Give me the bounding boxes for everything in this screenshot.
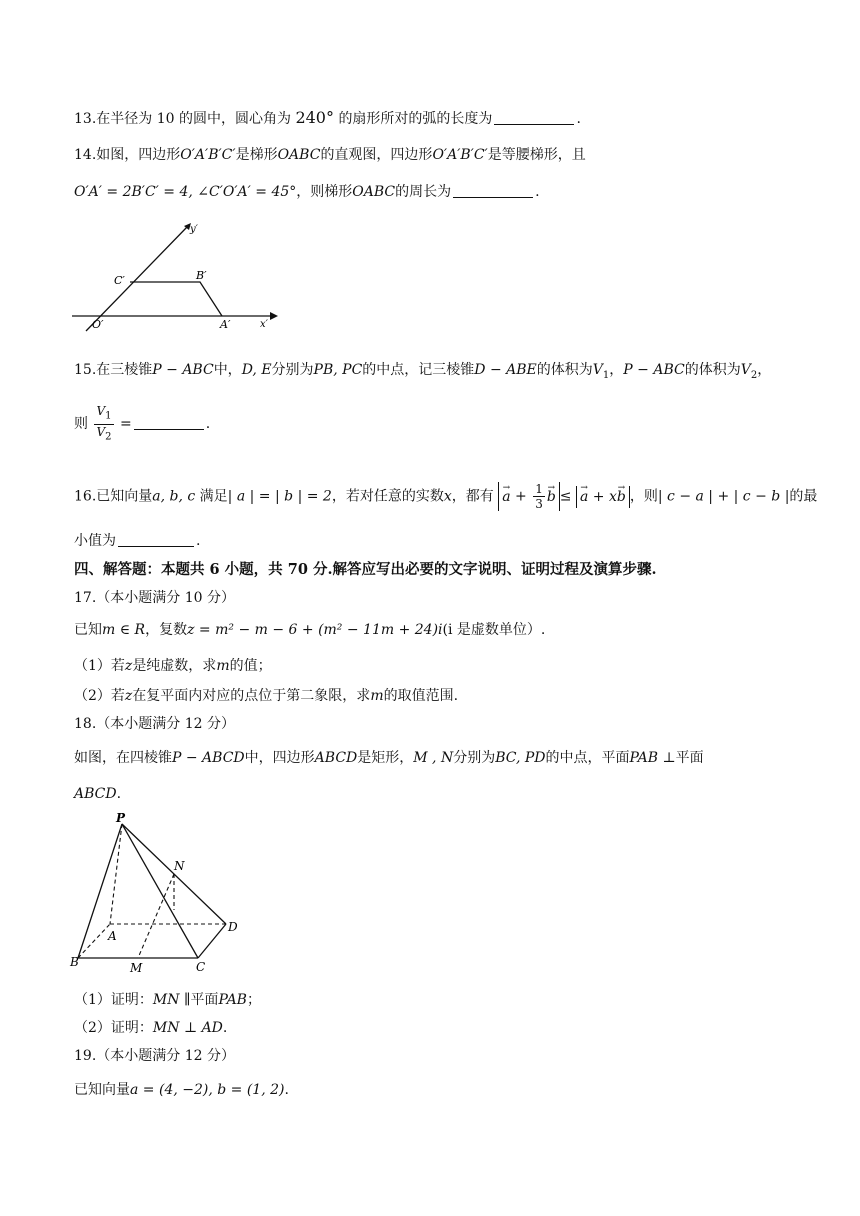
q16-x: x bbox=[443, 488, 452, 505]
q15-small-pyramid: D − ABE bbox=[474, 362, 537, 378]
q14-quad4: OABC bbox=[352, 184, 396, 200]
q18-p1-b: 平面 bbox=[190, 992, 219, 1008]
q18-label-b: B bbox=[70, 955, 79, 969]
q14-text-e: ，则梯形 bbox=[296, 184, 353, 200]
q15-text-then: 则 bbox=[74, 416, 88, 432]
q17-p2-a: （2）若 bbox=[74, 688, 125, 704]
q16-expression: | c − a | + | c − b | bbox=[657, 488, 790, 505]
q18-label-c: C bbox=[196, 960, 206, 974]
q18-end: . bbox=[116, 786, 122, 802]
q18-p2-mn: MN ⊥ AD bbox=[152, 1020, 223, 1036]
q18-points: M , N bbox=[413, 750, 454, 766]
q15-v2-sub: 2 bbox=[750, 369, 758, 381]
question-15-line1 bbox=[74, 360, 771, 386]
q16-frac-den: 3 bbox=[535, 497, 543, 511]
q16-text-min: 小值为 bbox=[74, 533, 116, 549]
q16-text-a: 16.已知向量 bbox=[74, 488, 153, 505]
q18-p1-a: （1）证明： bbox=[74, 992, 153, 1008]
q19-vectors: a = (4, −2), b = (1, 2) bbox=[130, 1082, 285, 1098]
section-4-title: 四、解答题：本题共 6 小题，共 70 分.解答应写出必要的文字说明、证明过程及演算步骤. bbox=[74, 561, 657, 578]
q18-header: 18.（本小题满分 12 分） bbox=[74, 716, 235, 732]
q14-label-y: y′ bbox=[190, 224, 198, 235]
q18-stem-line1 bbox=[74, 748, 704, 768]
q15-text-h: ， bbox=[757, 362, 772, 378]
q17-header: 17.（本小题满分 10 分） bbox=[74, 590, 235, 606]
question-14-line2 bbox=[74, 181, 540, 202]
q16-abs-left: a → + $\frac{1}{3}$ b → bbox=[498, 482, 560, 511]
q17-m-real: m ∈ R bbox=[102, 622, 146, 638]
q16-text-c: ，若对任意的实数 bbox=[331, 488, 444, 505]
q18-p1-pab: PAB bbox=[218, 992, 247, 1008]
q19-end: . bbox=[284, 1082, 289, 1098]
q18-label-a: A bbox=[108, 929, 117, 943]
question-16-line1 bbox=[74, 482, 817, 511]
q13-text: 13.在半径为 10 的圆中，圆心角为 bbox=[74, 111, 291, 127]
q14-label-x: x′ bbox=[260, 319, 268, 330]
q15-v2: V bbox=[740, 362, 751, 378]
q15-text-b: 中， bbox=[213, 362, 242, 378]
q18-label-p: P bbox=[116, 811, 126, 825]
q16-abs-right: a → + xb → bbox=[576, 486, 630, 508]
q18-text-c: 是矩形， bbox=[357, 750, 414, 766]
q17-complex: z = m² − m − 6 + (m² − 11m + 24)i bbox=[187, 622, 443, 638]
q16-text-b: 满足 bbox=[199, 488, 228, 505]
q14-text-d: 是等腰梯形，且 bbox=[487, 147, 586, 163]
q15-end: . bbox=[205, 416, 211, 432]
q17-text-b: ，复数 bbox=[145, 622, 188, 638]
q16-frac-num: 1 bbox=[535, 482, 543, 496]
q14-label-a: A′ bbox=[220, 318, 231, 331]
q18-text-d: 分别为 bbox=[453, 750, 496, 766]
q18-stem-line2 bbox=[74, 784, 121, 804]
q16-text-d: ，都有 bbox=[451, 488, 494, 505]
q17-p1-b: 是纯虚数，求 bbox=[132, 658, 217, 674]
q14-text-f: 的周长为 bbox=[395, 184, 452, 200]
q15-frac-den: V bbox=[96, 424, 106, 439]
q14-condition: O′A′ = 2B′C′ = 4, ∠C′O′A′ = 45° bbox=[74, 184, 297, 200]
q14-answer-blank bbox=[453, 181, 533, 198]
q15-text-e: 的体积为 bbox=[536, 362, 593, 378]
q18-base: ABCD bbox=[314, 750, 358, 766]
q15-pyramid: P − ABC bbox=[152, 362, 214, 378]
q17-p2-c: 的取值范围. bbox=[383, 688, 459, 704]
q17-p1-m: m bbox=[216, 658, 230, 674]
q15-equals: = bbox=[119, 416, 132, 432]
q15-v1-sub: 1 bbox=[602, 369, 610, 381]
q15-frac-num: V bbox=[96, 404, 106, 419]
q17-p1-a: （1）若 bbox=[74, 658, 125, 674]
q16-answer-blank bbox=[118, 530, 194, 547]
q14-label-o: O′ bbox=[92, 318, 104, 331]
q13-text-after: 的扇形所对的弧的长度为 bbox=[338, 111, 493, 127]
q18-p2-c: . bbox=[222, 1020, 228, 1036]
q18-p2-a: （2）证明： bbox=[74, 1020, 153, 1036]
q14-end: . bbox=[535, 184, 540, 200]
question-16-line2 bbox=[74, 530, 200, 551]
q14-text-a: 14.如图，四边形 bbox=[74, 147, 181, 163]
q15-ratio-fraction bbox=[94, 404, 113, 444]
q18-plane-pab: PAB ⊥ bbox=[629, 750, 676, 766]
q14-quad3: O′A′B′C′ bbox=[432, 147, 488, 163]
q14-text-b: 是梯形 bbox=[235, 147, 278, 163]
q15-text-g: 的体积为 bbox=[684, 362, 741, 378]
q17-part2 bbox=[74, 686, 458, 706]
q14-text-c: 的直观图，四边形 bbox=[320, 147, 433, 163]
q15-edges: PB, PC bbox=[313, 362, 363, 378]
q15-points: D, E bbox=[241, 362, 272, 378]
q18-edges: BC, PD bbox=[495, 750, 546, 766]
q18-plane-abcd: ABCD bbox=[74, 786, 117, 802]
q17-p2-m: m bbox=[370, 688, 384, 704]
q15-frac-num-sub: 1 bbox=[105, 410, 112, 422]
q15-text-a: 15.在三棱锥 bbox=[74, 362, 153, 378]
q16-inequality: ≤ bbox=[559, 488, 572, 505]
q15-text-f: ， bbox=[609, 362, 624, 378]
q16-text-f: 的最 bbox=[789, 488, 818, 505]
q17-p1-c: 的值； bbox=[229, 658, 272, 674]
question-15-line2 bbox=[74, 404, 210, 444]
q18-text-e: 的中点，平面 bbox=[545, 750, 630, 766]
q15-v1: V bbox=[592, 362, 603, 378]
q17-part1 bbox=[74, 656, 272, 676]
q17-p2-b: 在复平面内对应的点位于第二象限，求 bbox=[132, 688, 371, 704]
q18-label-m: M bbox=[130, 961, 143, 975]
q17-text-c: (i 是虚数单位）. bbox=[442, 622, 546, 638]
q18-label-d: D bbox=[228, 920, 238, 934]
q16-condition: | a | = | b | = 2 bbox=[227, 488, 332, 505]
q15-text-c: 分别为 bbox=[271, 362, 314, 378]
q16-end: . bbox=[196, 533, 201, 549]
q19-stem bbox=[74, 1080, 289, 1100]
q15-answer-blank bbox=[134, 413, 204, 430]
q16-text-e: ，则 bbox=[629, 488, 658, 505]
q14-quad2: OABC bbox=[277, 147, 321, 163]
q14-quad1: O′A′B′C′ bbox=[180, 147, 236, 163]
q17-p1-z: z bbox=[124, 658, 133, 674]
q17-stem bbox=[74, 620, 545, 640]
q17-text-a: 已知 bbox=[74, 622, 102, 638]
q15-frac-den-sub: 2 bbox=[105, 430, 112, 442]
q18-part2 bbox=[74, 1018, 227, 1038]
question-13 bbox=[74, 108, 581, 129]
q18-p1-c: ； bbox=[246, 992, 261, 1008]
q16-vectors: a, b, c bbox=[152, 488, 196, 505]
q13-end: . bbox=[576, 111, 581, 127]
q14-trapezoid-figure bbox=[70, 218, 280, 338]
q14-label-b: B′ bbox=[196, 269, 207, 282]
q18-label-n: N bbox=[174, 859, 185, 873]
q18-pyramid-figure bbox=[66, 810, 246, 978]
q13-answer-blank bbox=[494, 108, 574, 125]
q17-p2-z: z bbox=[124, 688, 133, 704]
q15-text-d: 的中点，记三棱锥 bbox=[362, 362, 475, 378]
q19-text-a: 已知向量 bbox=[74, 1082, 130, 1098]
q18-text-b: 中，四边形 bbox=[244, 750, 315, 766]
q18-p1-mn: MN ∥ bbox=[152, 992, 191, 1008]
q18-part1 bbox=[74, 990, 261, 1010]
question-14-line1 bbox=[74, 145, 586, 165]
q19-header: 19.（本小题满分 12 分） bbox=[74, 1048, 235, 1064]
q18-text-f: 平面 bbox=[675, 750, 704, 766]
q18-pyramid: P − ABCD bbox=[172, 750, 245, 766]
q13-angle: 240° bbox=[295, 108, 334, 127]
q15-pyramid-2: P − ABC bbox=[623, 362, 685, 378]
q14-label-c: C′ bbox=[114, 274, 125, 287]
q18-text-a: 如图，在四棱锥 bbox=[74, 750, 172, 766]
